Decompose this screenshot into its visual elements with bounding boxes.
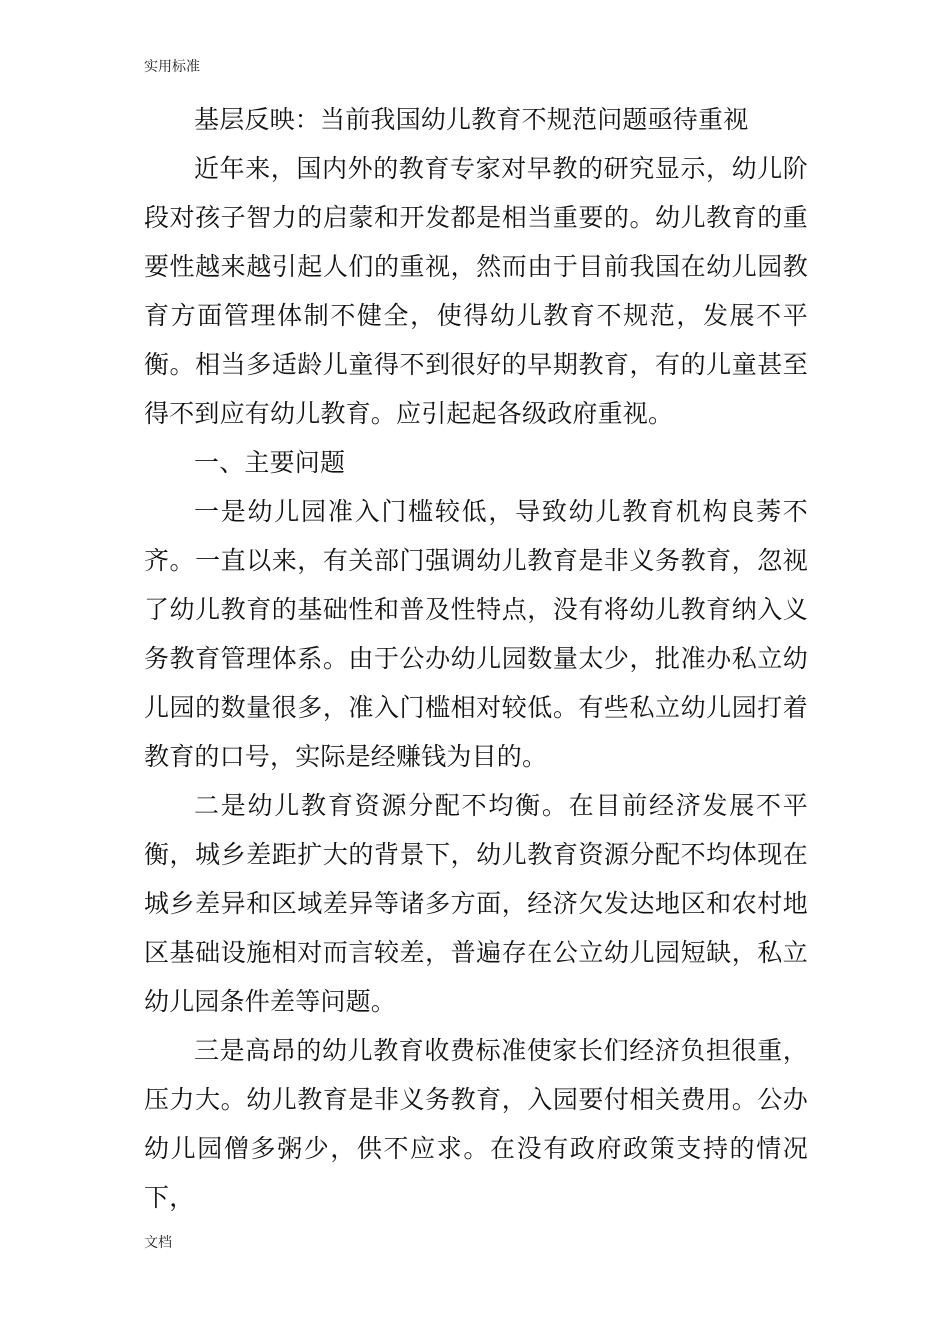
paragraph-issue-3: 三是高昂的幼儿教育收费标准使家长们经济负担很重，压力大。幼儿教育是非义务教育，入园要付相关费用。公办幼儿园僧多粥少，供不应求。在没有政府政策支持的情况下， bbox=[144, 1036, 808, 1212]
section-heading: 一、主要问题 bbox=[194, 448, 346, 477]
paragraph-intro: 近年来，国内外的教育专家对早教的研究显示，幼儿阶段对孩子智力的启蒙和开发都是相当重要的。幼儿教育的重要性越来越引起人们的重视，然而由于目前我国在幼儿园教育方面管理体制不健全，使得幼儿教育不规范，发展不平衡。相当多适龄儿童得不到很好的早期教育，有的儿童甚至得不到应有幼儿教育。应引起起各级政府重视。 bbox=[144, 154, 808, 428]
page-footer: 文档 bbox=[144, 1235, 172, 1251]
page-header: 实用标准 bbox=[144, 59, 200, 75]
document-body bbox=[144, 95, 808, 1222]
paragraph-issue-1: 一是幼儿园准入门槛较低，导致幼儿教育机构良莠不齐。一直以来，有关部门强调幼儿教育是非义务教育，忽视了幼儿教育的基础性和普及性特点，没有将幼儿教育纳入义务教育管理体系。由于公办幼儿园数量太少，批准办私立幼儿园的数量很多，准入门槛相对较低。有些私立幼儿园打着教育的口号，实际是经赚钱为目的。 bbox=[144, 497, 808, 771]
paragraph-issue-2: 二是幼儿教育资源分配不均衡。在目前经济发展不平衡，城乡差距扩大的背景下，幼儿教育资源分配不均体现在城乡差异和区域差异等诸多方面，经济欠发达地区和农村地区基础设施相对而言较差，普遍存在公立幼儿园短缺，私立幼儿园条件差等问题。 bbox=[144, 791, 808, 1016]
document-title: 基层反映：当前我国幼儿教育不规范问题亟待重视 bbox=[194, 105, 749, 134]
